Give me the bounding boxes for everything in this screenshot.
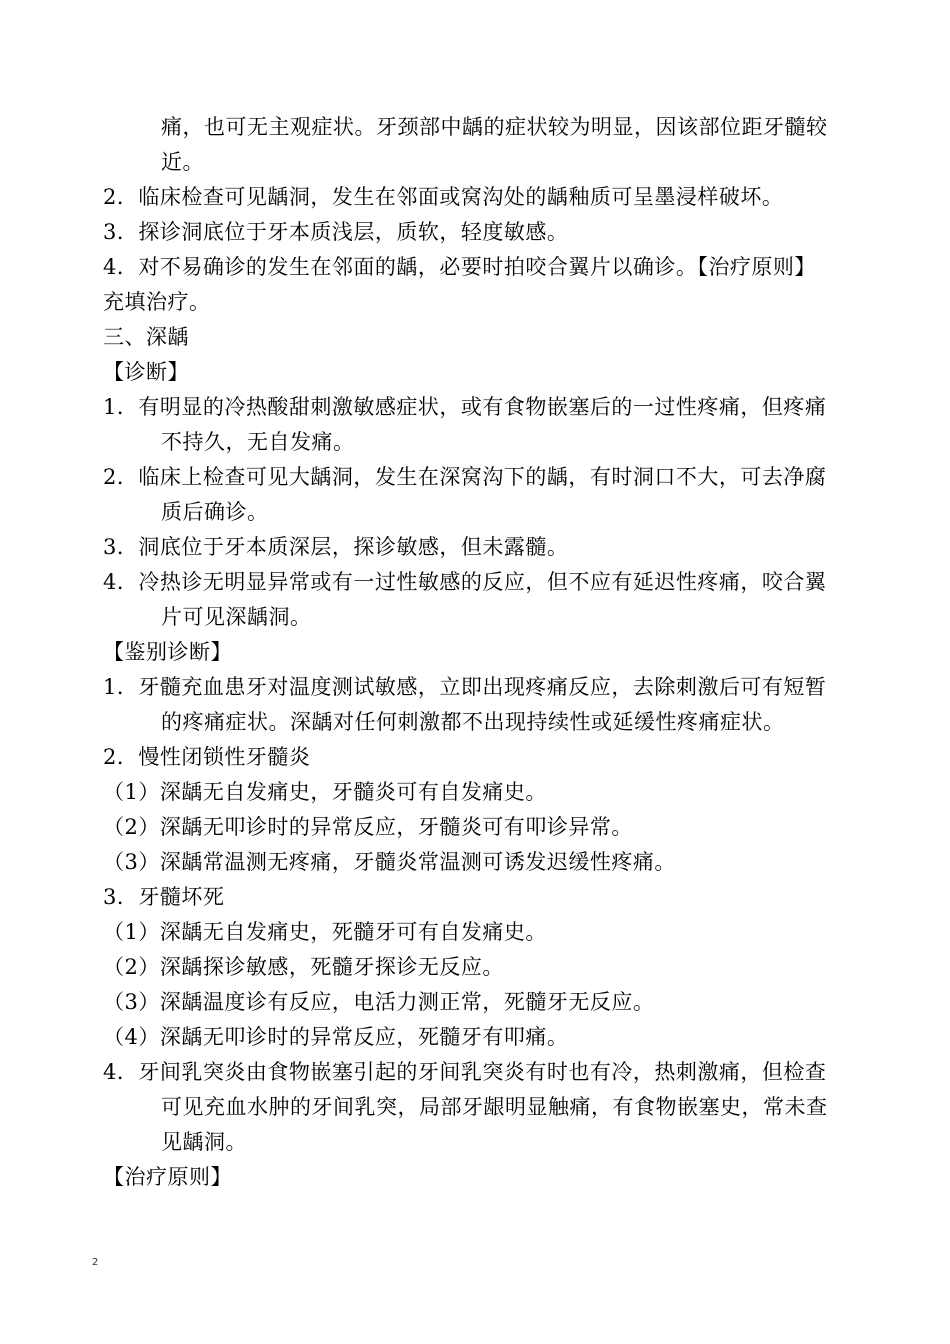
text-line: 见龋洞。 (161, 1130, 247, 1154)
text-line: （1）深龋无自发痛史，牙髓炎可有自发痛史。 (103, 780, 547, 804)
text-line: 【鉴别诊断】 (103, 640, 232, 664)
text-line: 2．临床上检查可见大龋洞，发生在深窝沟下的龋，有时洞口不大，可去净腐 (103, 465, 827, 489)
text-line: 4．冷热诊无明显异常或有一过性敏感的反应，但不应有延迟性疼痛，咬合翼 (103, 570, 827, 594)
text-line: 充填治疗。 (103, 290, 211, 314)
text-line: （4）深龋无叩诊时的异常反应，死髓牙有叩痛。 (103, 1025, 569, 1049)
text-line: 三、深龋 (103, 325, 189, 349)
text-line: （2）深龋探诊敏感，死髓牙探诊无反应。 (103, 955, 504, 979)
text-line: 痛，也可无主观症状。牙颈部中龋的症状较为明显，因该部位距牙髓较 (161, 115, 828, 139)
text-line: 质后确诊。 (161, 500, 269, 524)
text-line: 2．临床检查可见龋洞，发生在邻面或窝沟处的龋釉质可呈墨浸样破坏。 (103, 185, 784, 209)
text-line: （3）深龋常温测无疼痛，牙髓炎常温测可诱发迟缓性疼痛。 (103, 850, 676, 874)
page-number: 2 (92, 1257, 99, 1268)
text-line: （1）深龋无自发痛史，死髓牙可有自发痛史。 (103, 920, 547, 944)
text-line: 可见充血水肿的牙间乳突，局部牙龈明显触痛，有食物嵌塞史，常未查 (161, 1095, 828, 1119)
text-line: 1．牙髓充血患牙对温度测试敏感，立即出现疼痛反应，去除刺激后可有短暂 (103, 675, 827, 699)
text-line: 3．牙髓坏死 (103, 885, 225, 909)
text-line: 【治疗原则】 (103, 1165, 232, 1189)
text-line: 的疼痛症状。深龋对任何刺激都不出现持续性或延缓性疼痛症状。 (161, 710, 785, 734)
text-line: 1．有明显的冷热酸甜刺激敏感症状，或有食物嵌塞后的一过性疼痛，但疼痛 (103, 395, 827, 419)
text-line: （3）深龋温度诊有反应，电活力测正常，死髓牙无反应。 (103, 990, 655, 1014)
text-line: 片可见深龋洞。 (161, 605, 312, 629)
text-line: 不持久，无自发痛。 (161, 430, 355, 454)
text-line: 4．对不易确诊的发生在邻面的龋，必要时拍咬合翼片以确诊。【治疗原则】 (103, 255, 816, 279)
text-line: 2．慢性闭锁性牙髓炎 (103, 745, 311, 769)
text-line: 3．洞底位于牙本质深层，探诊敏感，但未露髓。 (103, 535, 569, 559)
text-line: 近。 (161, 150, 204, 174)
text-line: （2）深龋无叩诊时的异常反应，牙髓炎可有叩诊异常。 (103, 815, 633, 839)
document-body (103, 110, 863, 1195)
text-line: 4．牙间乳突炎由食物嵌塞引起的牙间乳突炎有时也有冷，热刺激痛，但检查 (103, 1060, 827, 1084)
text-line: 3．探诊洞底位于牙本质浅层，质软，轻度敏感。 (103, 220, 569, 244)
text-line: 【诊断】 (103, 360, 189, 384)
